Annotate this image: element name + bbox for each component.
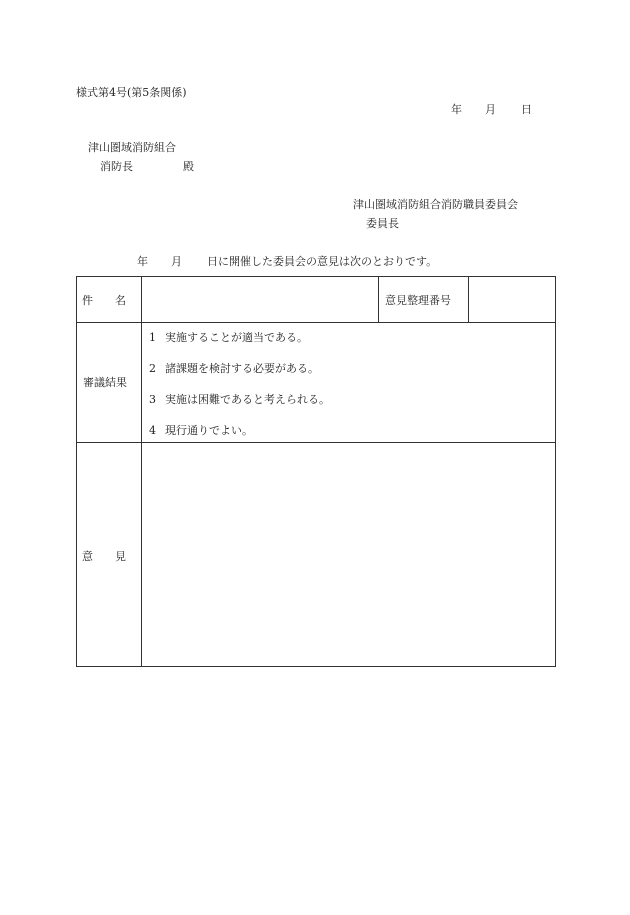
result-option-4 bbox=[149, 425, 253, 436]
form-number: 様式第4号(第5条関係) bbox=[76, 86, 187, 99]
sender-organization: 津山圏域消防組合消防職員委員会 bbox=[353, 198, 518, 211]
date-month: 月 bbox=[485, 103, 496, 116]
opinion-label: 意 見 bbox=[82, 550, 126, 563]
addressee-title: 消防長 bbox=[100, 160, 133, 173]
row-divider bbox=[77, 442, 555, 443]
intro-year: 年 bbox=[137, 255, 148, 268]
row-divider bbox=[77, 322, 555, 323]
sender-title: 委員長 bbox=[366, 217, 399, 230]
ref-number-label: 意見整理番号 bbox=[385, 294, 451, 307]
result-option-1 bbox=[149, 332, 308, 343]
result-option-text: 実施は困難であると考えられる。 bbox=[165, 393, 330, 406]
ref-label-divider-right bbox=[468, 277, 469, 322]
result-option-text: 諸課題を検討する必要がある。 bbox=[165, 362, 319, 375]
date-year: 年 bbox=[451, 103, 462, 116]
result-label: 審議結果 bbox=[83, 376, 127, 389]
result-option-3 bbox=[149, 394, 330, 405]
intro-month: 月 bbox=[171, 255, 182, 268]
result-option-text: 現行通りでよい。 bbox=[165, 424, 253, 437]
ref-label-divider-left bbox=[378, 277, 379, 322]
result-option-number: 4 bbox=[149, 424, 156, 437]
addressee-organization: 津山圏域消防組合 bbox=[88, 141, 176, 154]
result-option-text: 実施することが適当である。 bbox=[165, 331, 308, 344]
result-option-2 bbox=[149, 363, 319, 374]
subject-label: 件 名 bbox=[82, 294, 126, 307]
result-option-number: 1 bbox=[149, 331, 156, 344]
date-day: 日 bbox=[521, 103, 532, 116]
result-option-number: 2 bbox=[149, 362, 156, 375]
result-option-number: 3 bbox=[149, 393, 156, 406]
committee-opinion-table bbox=[76, 276, 556, 667]
addressee-honorific: 殿 bbox=[183, 160, 194, 173]
intro-sentence: 日に開催した委員会の意見は次のとおりです。 bbox=[207, 255, 438, 268]
label-column-divider bbox=[141, 277, 142, 667]
